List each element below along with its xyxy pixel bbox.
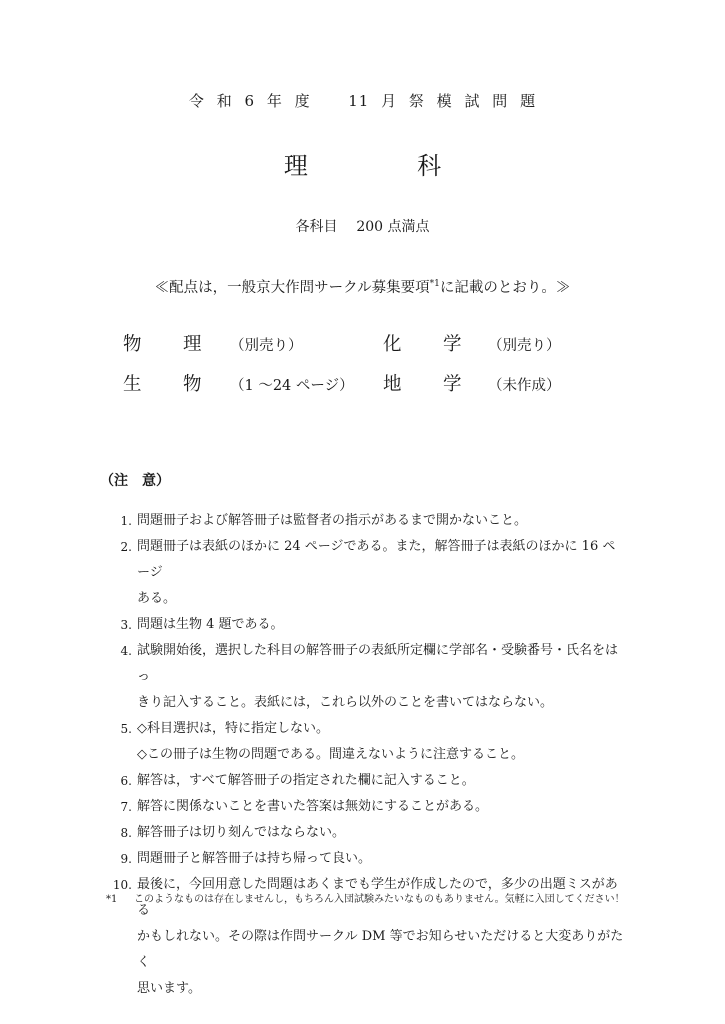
cautions-heading: （注 意） [100, 473, 170, 489]
allocation-note-after: に記載のとおり。≫ [439, 280, 571, 296]
caution-line: 問題冊子および解答冊子は監督者の指示があるまで開かないこと。 [137, 513, 528, 528]
subject-title [0, 146, 725, 181]
caution-line: 問題冊子は表紙のほかに 24 ページである。また，解答冊子は表紙のほかに 16 ページ [137, 539, 616, 580]
subject-note: （1 ～24 ページ） [230, 378, 354, 394]
caution-item [102, 508, 627, 534]
subject-row [123, 370, 623, 400]
caution-text [137, 820, 627, 846]
exam-title-part: 令 [188, 92, 205, 110]
caution-item [102, 638, 627, 716]
footnote-text: このようなものは存在しませんし，もちろん入団試験みたいなものもありません。気軽に入団してください！ [134, 894, 625, 905]
exam-title [0, 90, 725, 111]
subject-note: （別売り） [488, 338, 561, 354]
footnote-ref: *1 [429, 279, 440, 289]
caution-text [137, 534, 627, 612]
caution-line: 問題冊子と解答冊子は持ち帰って良い。 [137, 851, 372, 866]
exam-title-part: 模 [436, 92, 453, 110]
caution-item [102, 612, 627, 638]
caution-number: 9. [120, 852, 132, 866]
subject-char: 理 [183, 334, 202, 355]
caution-number: 6. [120, 774, 132, 788]
caution-number: 3. [120, 618, 132, 632]
subject-name [123, 330, 202, 356]
caution-text [137, 716, 627, 768]
exam-title-part: 年 [266, 92, 283, 110]
subject-title-left: 理 [283, 152, 308, 180]
subject-name [383, 370, 462, 396]
caution-text [137, 794, 627, 820]
subject-char: 地 [383, 374, 402, 395]
exam-title-part: 問 [492, 92, 509, 110]
exam-title-part: 題 [520, 92, 537, 110]
exam-title-part: 6 [244, 92, 256, 110]
caution-number: 5. [120, 722, 132, 736]
caution-item [102, 820, 627, 846]
caution-item [102, 716, 627, 768]
exam-title-part: 度 [294, 92, 311, 110]
caution-text [137, 508, 627, 534]
subject-row [123, 330, 623, 360]
exam-title-part: 月 [381, 92, 398, 110]
subject-note: （別売り） [230, 338, 303, 354]
caution-line: 問題は生物 4 題である。 [137, 617, 284, 632]
subject-name [123, 370, 202, 396]
exam-title-part: 和 [216, 92, 233, 110]
subject-title-right: 科 [417, 152, 442, 180]
allocation-note [0, 276, 725, 297]
score-label: 各科目 [295, 219, 338, 235]
caution-item [102, 534, 627, 612]
caution-line: ◇科目選択は，特に指定しない。 [137, 721, 329, 736]
caution-line: ある。 [137, 591, 177, 606]
caution-line: 解答に関係ないことを書いた答案は無効にすることがある。 [137, 799, 489, 814]
caution-item [102, 768, 627, 794]
caution-line: ◇この冊子は生物の問題である。間違えないように注意すること。 [137, 747, 524, 762]
caution-item [102, 846, 627, 872]
caution-line: 最後に，今回用意した問題はあくまでも学生が作成したので，多少の出題ミスがある [137, 877, 618, 918]
score-line [0, 216, 725, 236]
caution-text [137, 638, 627, 716]
footnote [106, 890, 636, 905]
caution-text [137, 768, 627, 794]
exam-title-part: 試 [464, 92, 481, 110]
subject-note: （未作成） [488, 378, 561, 394]
caution-text [137, 612, 627, 638]
caution-text [137, 846, 627, 872]
cautions-list [102, 508, 627, 1002]
caution-item [102, 794, 627, 820]
footnote-mark: *1 [106, 894, 118, 905]
subject-char: 学 [443, 374, 462, 395]
caution-line: きり記入すること。表紙には，これら以外のことを書いてはならない。 [137, 695, 554, 710]
caution-line: 思います。 [137, 981, 201, 996]
caution-line: 試験開始後，選択した科目の解答冊子の表紙所定欄に学部名・受験番号・氏名をはっ [137, 643, 619, 684]
caution-number: 1. [120, 514, 132, 528]
subject-char: 物 [183, 374, 202, 395]
subject-char: 学 [443, 334, 462, 355]
caution-number: 4. [120, 644, 132, 658]
allocation-note-before: ≪配点は，一般京大作問サークル募集要項 [154, 280, 430, 296]
caution-line: かもしれない。その際は作問サークル DM 等でお知らせいただけると大変ありがたく [137, 929, 624, 970]
exam-title-part: 祭 [408, 92, 425, 110]
caution-number: 7. [120, 800, 132, 814]
caution-number: 8. [120, 826, 132, 840]
subject-char: 物 [123, 334, 142, 355]
subject-char: 化 [383, 334, 402, 355]
exam-title-part: 11 [348, 92, 370, 110]
caution-line: 解答冊子は切り刻んではならない。 [137, 825, 346, 840]
subject-name [383, 330, 462, 356]
caution-number: 2. [120, 540, 132, 554]
caution-number: 10. [112, 878, 132, 892]
subject-list [123, 330, 623, 410]
subject-char: 生 [123, 374, 142, 395]
score-value: 200 点満点 [356, 219, 430, 235]
caution-line: 解答は，すべて解答冊子の指定された欄に記入すること。 [137, 773, 475, 788]
